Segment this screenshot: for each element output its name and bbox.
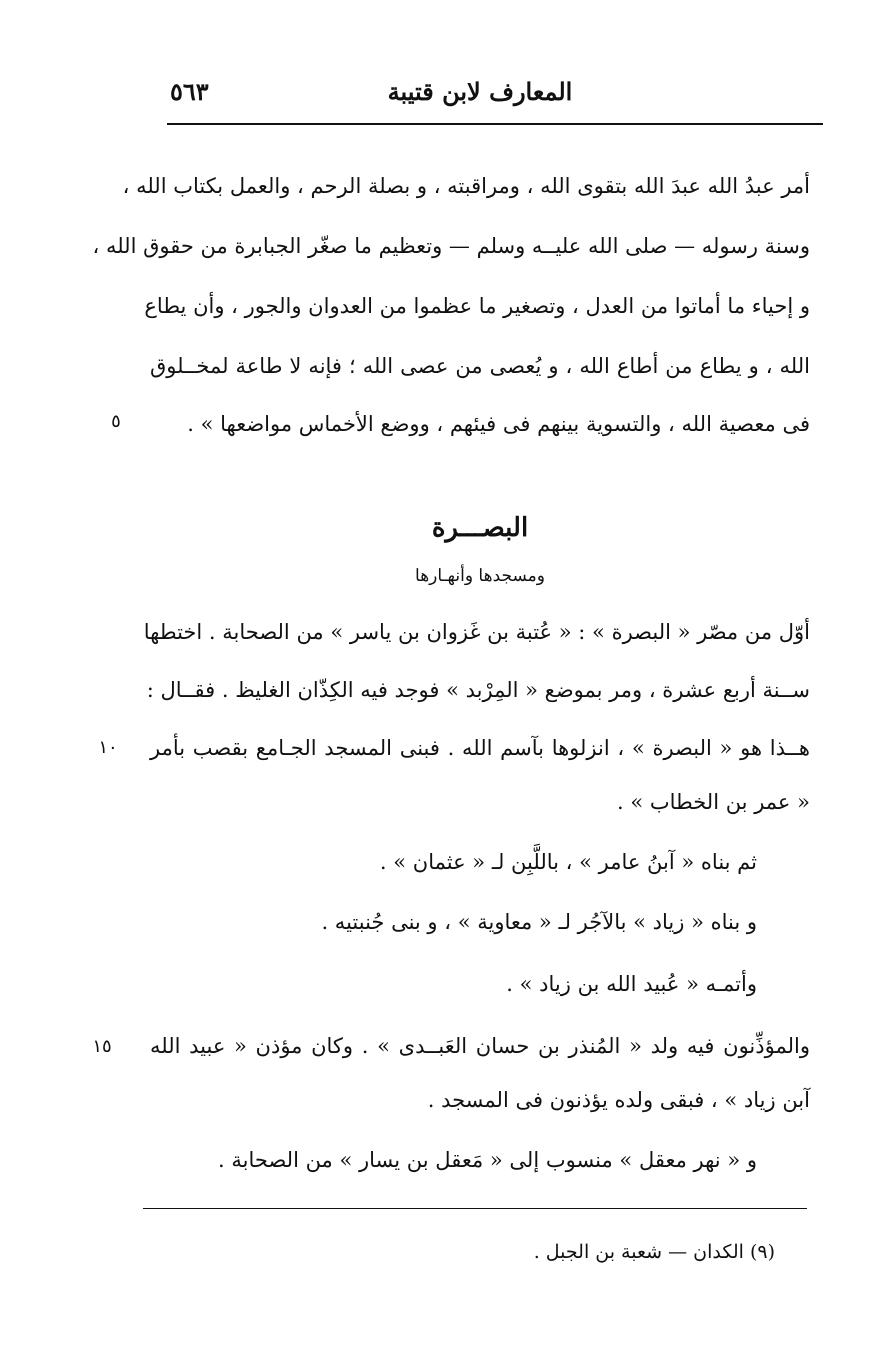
paragraph-line: الله ، و يطاع من أطاع الله ، و يُعصى من عصى الله ؛ فإنه لا طاعة لمخــلوق [150, 354, 810, 378]
paragraph-line: وسنة رسوله — صلى الله عليــه وسلم — وتعظيم ما صغّر الجبابرة من حقوق الله ، [92, 234, 810, 258]
page-number: ٥٦٣ [170, 77, 209, 106]
paragraph-line: أمر عبدُ الله عبدَ الله بتقوى الله ، ومراقبته ، و بصلة الرحم ، والعمل بكتاب الله ، [122, 174, 810, 198]
indented-line: ثم بناه « آبنُ عامر » ، باللَّبِن لـ « عثمان » . [379, 850, 757, 874]
section-subtitle: ومسجدها وأنهـارها [415, 566, 545, 586]
footnote-rule [143, 1208, 807, 1209]
paragraph-line: و إحياء ما أماتوا من العدل ، وتصغير ما عظموا من العدوان والجور ، وأن يطاع [144, 294, 810, 318]
paragraph-line: آبن زياد » ، فبقى ولده يؤذنون فى المسجد . [427, 1088, 810, 1112]
running-head-title: المعارف لابن قتيبة [387, 77, 573, 106]
paragraph-line: أوّل من مصّر « البصرة » : « عُتبة بن غَزوان بن ياسر » من الصحابة . اختطها [143, 620, 810, 644]
indented-line: و « نهر معقل » منسوب إلى « مَعقل بن يسار » من الصحابة . [218, 1148, 757, 1172]
header-rule [167, 123, 823, 125]
indented-line: و بناه « زياد » بالآجُر لـ « معاوية » ، و بنى جُنبتيه . [321, 910, 757, 934]
paragraph-line: فى معصية الله ، والتسوية بينهم فى فيئهم ، ووضع الأخماس مواضعها » . [187, 412, 810, 436]
paragraph-line: هــذا هو « البصرة » ، انزلوها بآسم الله . فبنى المسجد الجـامع بقصب بأمر [150, 736, 810, 760]
indented-line: وأتمـه « عُبيد الله بن زياد » . [506, 972, 757, 996]
paragraph-line: ســنة أربع عشرة ، ومر بموضع « المِرْبد » فوجد فيه الكِذّان الغليظ . فقــال : [146, 678, 810, 702]
footnote: (٩) الكدان — شعبة بن الجبل . [533, 1241, 775, 1263]
margin-line-number: ٥ [111, 411, 121, 432]
paragraph-line: والمؤذِّنون فيه ولد « المُنذر بن حسان العَبــدى » . وكان مؤذن « عبيد الله [150, 1034, 810, 1058]
section-title: البصـــرة [431, 513, 529, 543]
paragraph-line: « عمر بن الخطاب » . [616, 790, 810, 814]
margin-line-number: ١٥ [92, 1036, 112, 1057]
margin-line-number: ١٠ [98, 737, 118, 758]
